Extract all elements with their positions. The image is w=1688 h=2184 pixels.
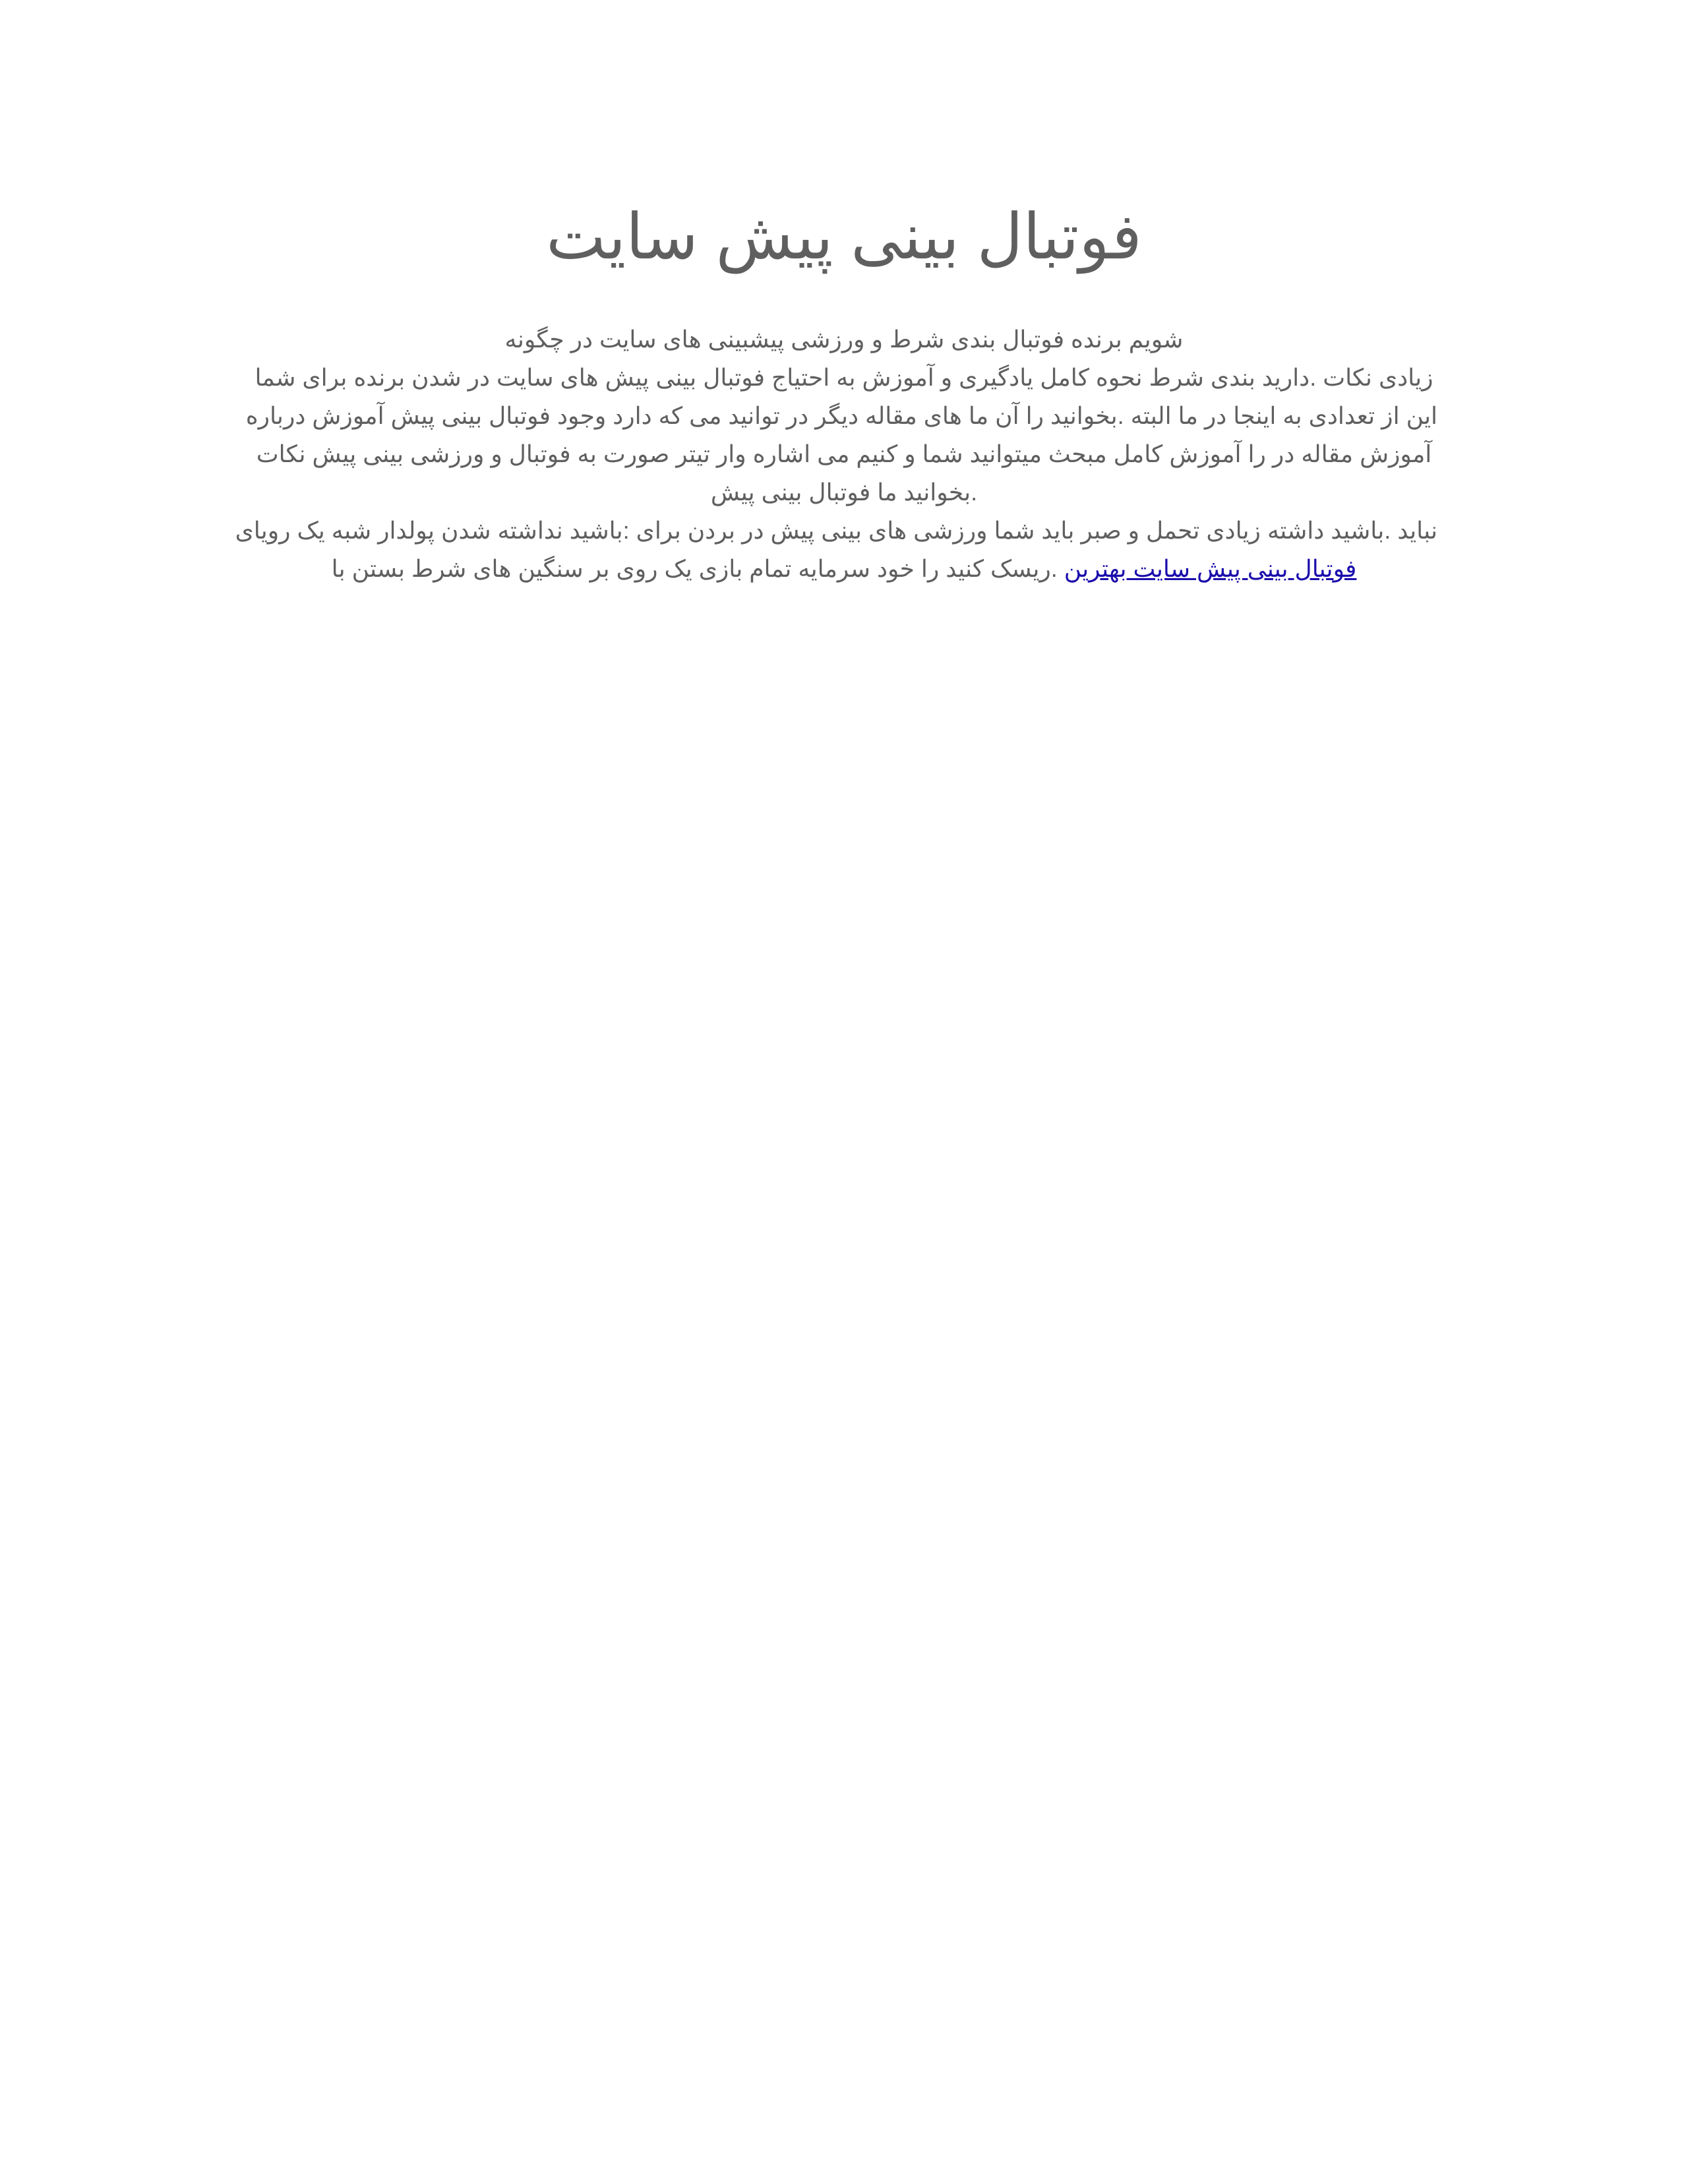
- article-line-2: زیادی نکات .دارید بندی شرط نحوه کامل یادگیری و آموزش به احتیاج فوتبال بینی پیش های سایت در شدن برنده برای شما: [255, 364, 1433, 391]
- article-line-6: نباید .باشید داشته زیادی تحمل و صبر باید شما ورزشی های بینی پیش در بردن برای :باشید نداشته شدن پولدار شبه یک رویای: [235, 517, 1437, 544]
- article-line-5: .بخوانید ما فوتبال بینی پیش: [710, 479, 978, 506]
- article-line-7: [251, 550, 1437, 588]
- article-line-1: شویم برنده فوتبال بندی شرط و ورزشی پیشبینی های سایت در چگونه: [504, 326, 1184, 353]
- article-line-3: این از تعدادی به اینجا در ما البته .بخوانید را آن ما های مقاله دیگر در توانید می که دارد وجود فوتبال بینی پیش آموزش درباره: [245, 402, 1437, 429]
- article-line-4: آموزش مقاله در را آموزش کامل مبحث میتوانید شما و کنیم می اشاره وار تیتر صورت به فوتبال و ورزشی بینی پیش نکات: [256, 440, 1432, 467]
- article-line-7-text: .ریسک کنید را خود سرمایه تمام بازی یک روی بر سنگین های شرط بستن با: [331, 555, 1064, 582]
- best-site-link[interactable]: فوتبال بینی پیش سایت بهترین: [1064, 555, 1357, 582]
- page-title: فوتبال بینی پیش سایت: [546, 202, 1142, 272]
- article-body: [235, 320, 1437, 588]
- document-page: [235, 191, 1437, 588]
